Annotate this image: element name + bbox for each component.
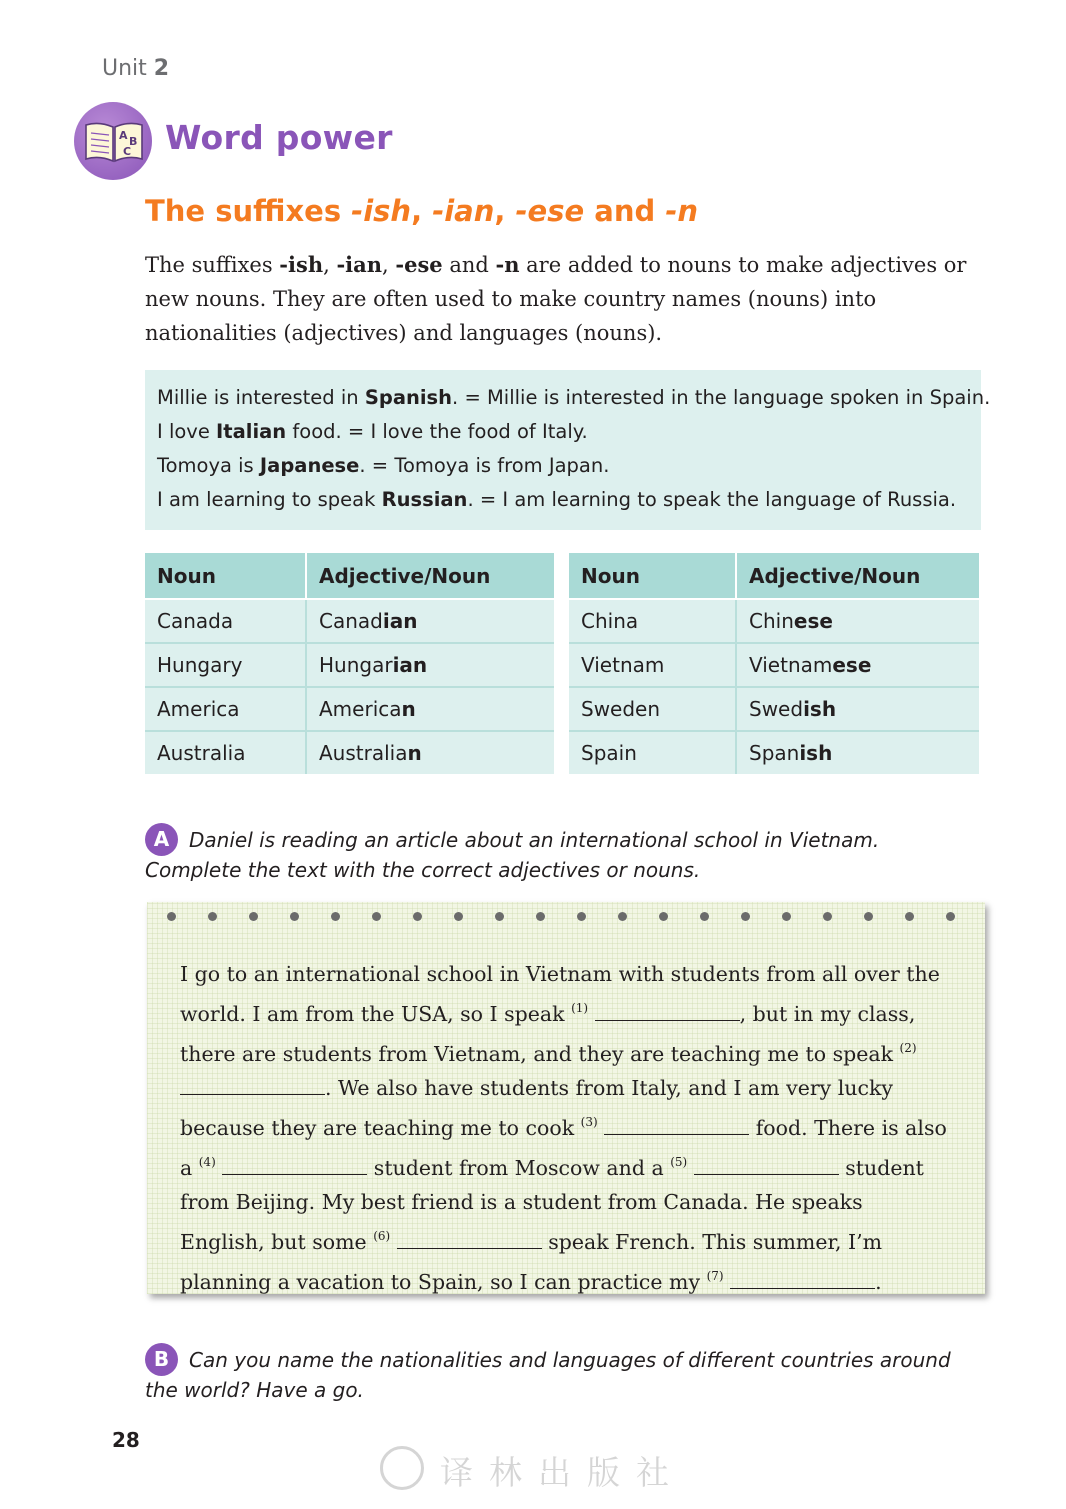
svg-text:B: B [129, 135, 138, 148]
paper-hole [413, 912, 422, 921]
paper-hole [372, 912, 381, 921]
table-row: Canada Canadian [145, 599, 554, 643]
paper-hole [905, 912, 914, 921]
column-header-noun: Noun [145, 553, 306, 599]
svg-text:A: A [119, 129, 128, 142]
paper-hole [290, 912, 299, 921]
table-header-row [145, 553, 554, 599]
table-row: America American [145, 687, 554, 731]
blank-7-input[interactable] [730, 1270, 875, 1289]
page-number: 28 [112, 1428, 140, 1452]
table-row: China Chinese [569, 599, 979, 643]
paper-hole [864, 912, 873, 921]
example-line: Millie is interested in Spanish. = Millie is interested in the language spoken in Spain. [157, 386, 991, 409]
blank-number: (2) [899, 1041, 917, 1055]
blank-number: (5) [670, 1155, 688, 1169]
column-header-adjective: Adjective/Noun [736, 553, 979, 599]
abc-book-icon [74, 102, 152, 180]
paper-hole [208, 912, 217, 921]
svg-text:C: C [123, 145, 132, 158]
blank-1-input[interactable] [595, 1002, 740, 1021]
example-box [145, 370, 991, 530]
paper-hole [536, 912, 545, 921]
blank-6-input[interactable] [397, 1230, 542, 1249]
table-row: Australia Australian [145, 731, 554, 774]
intro-paragraph: The suffixes -ish, -ian, -ese and -n are added to nouns to make adjectives or new nouns. They are often used to make country names (nouns) into nationalities (adjectives) and languages (nouns). [145, 252, 967, 345]
blank-2-input[interactable] [180, 1076, 325, 1095]
table-header-row [569, 553, 979, 599]
unit-label: Unit [102, 56, 147, 81]
paper-hole [331, 912, 340, 921]
blank-number: (1) [571, 1001, 589, 1015]
paper-hole [946, 912, 955, 921]
paper-hole [782, 912, 791, 921]
paper-hole [454, 912, 463, 921]
unit-header [102, 56, 169, 81]
task-b-label: B [145, 1343, 178, 1376]
paper-hole [249, 912, 258, 921]
table-row: Sweden Swedish [569, 687, 979, 731]
publisher-name: 译林出版社 [440, 1453, 685, 1492]
task-a-instructions: Daniel is reading an article about an international school in Vietnam. Complete the text with the correct adjectives or nouns. [145, 828, 880, 882]
paper-hole [659, 912, 668, 921]
example-line: I love Italian food. = I love the food of Italy. [157, 420, 588, 443]
table-row: Hungary Hungarian [145, 643, 554, 687]
column-header-adjective: Adjective/Noun [306, 553, 554, 599]
example-line: I am learning to speak Russian. = I am learning to speak the language of Russia. [157, 488, 957, 511]
blank-4-input[interactable] [222, 1156, 367, 1175]
example-line: Tomoya is Japanese. = Tomoya is from Japan. [157, 454, 610, 477]
unit-number: 2 [153, 56, 170, 81]
paper-hole [700, 912, 709, 921]
publisher-logo-icon [380, 1446, 424, 1490]
paper-hole [577, 912, 586, 921]
task-a-label: A [145, 823, 178, 856]
column-header-noun: Noun [569, 553, 736, 599]
blank-number: (4) [198, 1155, 216, 1169]
note-paper [147, 902, 985, 1294]
paper-hole [618, 912, 627, 921]
subtitle: The suffixes -ish, -ian, -ese and -n [145, 194, 699, 228]
paper-hole [495, 912, 504, 921]
blank-number: (6) [373, 1229, 391, 1243]
paper-hole [823, 912, 832, 921]
suffix-table-right [569, 553, 979, 774]
section-title: Word power [165, 118, 393, 157]
table-row: Spain Spanish [569, 731, 979, 774]
task-b-instructions: Can you name the nationalities and languages of different countries around the world? Have a go. [145, 1348, 951, 1402]
paper-hole [741, 912, 750, 921]
blank-number: (3) [580, 1115, 598, 1129]
paper-hole [167, 912, 176, 921]
cloze-text: I go to an international school in Vietnam with students from all over the world. I am from the USA, so I speak $^{(1)}$ , but in my class, there are students from Vietnam, and they are teaching me to speak $^{(2)}$ . We also have students from Italy, and I am very lucky because they are teaching me to cook $^{(3)}$ food. There is also a $^{(4)}$ student from Moscow and a $^{(5)}$ student from Beijing. My best friend is a student from Canada. He speaks English, but some $^{(6)}$ speak French. This summer, I’m planning a vacation to Spain, so I can practice my $^{(7)}$ . [180, 962, 947, 1294]
blank-3-input[interactable] [604, 1116, 749, 1135]
blank-number: (7) [706, 1269, 724, 1283]
table-row: Vietnam Vietnamese [569, 643, 979, 687]
suffix-table-left [145, 553, 554, 774]
blank-5-input[interactable] [694, 1156, 839, 1175]
